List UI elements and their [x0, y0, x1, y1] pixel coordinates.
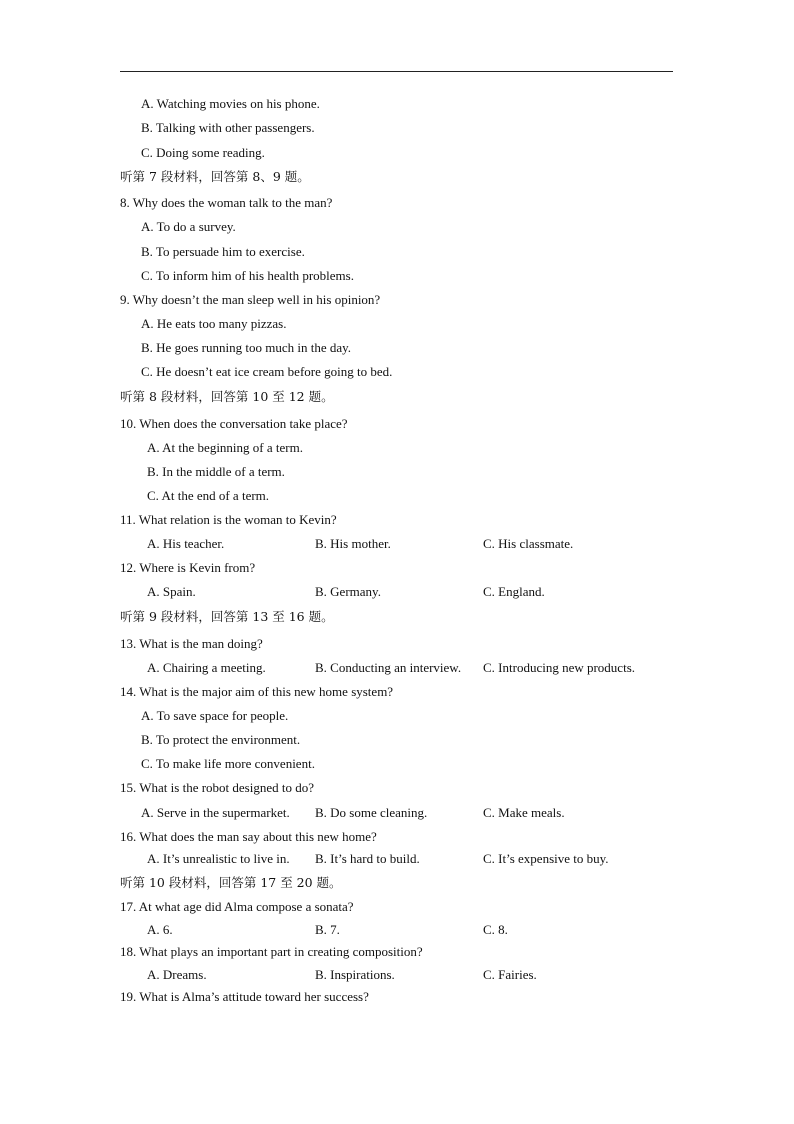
q11-option-c: C. His classmate. [483, 536, 574, 551]
q7-option-c: C. Doing some reading. [141, 145, 265, 160]
q10-option-b: B. In the middle of a term. [147, 464, 285, 479]
q13-option-a: A. Chairing a meeting. [147, 660, 266, 675]
question-10: 10. When does the conversation take place? [120, 416, 348, 431]
q8-option-b: B. To persuade him to exercise. [141, 244, 305, 259]
q15-option-b: B. Do some cleaning. [315, 805, 428, 820]
q16-option-c: C. It’s expensive to buy. [483, 851, 609, 866]
header-rule [120, 71, 673, 72]
q10-option-c: C. At the end of a term. [147, 488, 270, 503]
q12-option-c: C. England. [483, 584, 545, 599]
q16-option-a: A. It’s unrealistic to live in. [147, 851, 290, 866]
q17-option-b: B. 7. [315, 922, 340, 937]
q15-option-c: C. Make meals. [483, 805, 565, 820]
q18-option-c: C. Fairies. [483, 967, 537, 982]
q14-option-b: B. To protect the environment. [141, 732, 301, 747]
q12-option-b: B. Germany. [315, 584, 381, 599]
section-7-instruction: 听第 7 段材料，回答第 8、9 题。 [120, 169, 310, 184]
question-15: 15. What is the robot designed to do? [120, 780, 315, 795]
q18-option-b: B. Inspirations. [315, 967, 395, 982]
q7-option-b: B. Talking with other passengers. [141, 120, 315, 135]
section-10-instruction: 听第 10 段材料，回答第 17 至 20 题。 [120, 875, 342, 890]
q9-option-c: C. He doesn’t eat ice cream before going to bed. [141, 364, 393, 379]
question-8: 8. Why does the woman talk to the man? [120, 195, 333, 210]
question-19: 19. What is Alma’s attitude toward her success? [120, 989, 369, 1004]
section-8-instruction: 听第 8 段材料，回答第 10 至 12 题。 [120, 389, 334, 404]
q9-option-a: A. He eats too many pizzas. [141, 316, 287, 331]
q7-option-a: A. Watching movies on his phone. [141, 96, 320, 111]
q13-option-c: C. Introducing new products. [483, 660, 636, 675]
q14-option-c: C. To make life more convenient. [141, 756, 315, 771]
q11-option-b: B. His mother. [315, 536, 391, 551]
question-14: 14. What is the major aim of this new home system? [120, 684, 394, 699]
q18-option-a: A. Dreams. [147, 967, 207, 982]
q16-option-b: B. It’s hard to build. [315, 851, 420, 866]
q8-option-a: A. To do a survey. [141, 219, 236, 234]
question-11: 11. What relation is the woman to Kevin? [120, 512, 337, 527]
q11-option-a: A. His teacher. [147, 536, 225, 551]
q15-option-a: A. Serve in the supermarket. [141, 805, 290, 820]
question-12: 12. Where is Kevin from? [120, 560, 256, 575]
q9-option-b: B. He goes running too much in the day. [141, 340, 352, 355]
question-16: 16. What does the man say about this new home? [120, 829, 377, 844]
question-13: 13. What is the man doing? [120, 636, 263, 651]
q12-option-a: A. Spain. [147, 584, 196, 599]
q13-option-b: B. Conducting an interview. [315, 660, 462, 675]
q17-option-c: C. 8. [483, 922, 508, 937]
q10-option-a: A. At the beginning of a term. [147, 440, 303, 455]
question-18: 18. What plays an important part in creating composition? [120, 944, 423, 959]
q17-option-a: A. 6. [147, 922, 173, 937]
question-9: 9. Why doesn’t the man sleep well in his opinion? [120, 292, 381, 307]
q14-option-a: A. To save space for people. [141, 708, 289, 723]
section-9-instruction: 听第 9 段材料，回答第 13 至 16 题。 [120, 609, 334, 624]
q8-option-c: C. To inform him of his health problems. [141, 268, 354, 283]
question-17: 17. At what age did Alma compose a sonata? [120, 899, 354, 914]
